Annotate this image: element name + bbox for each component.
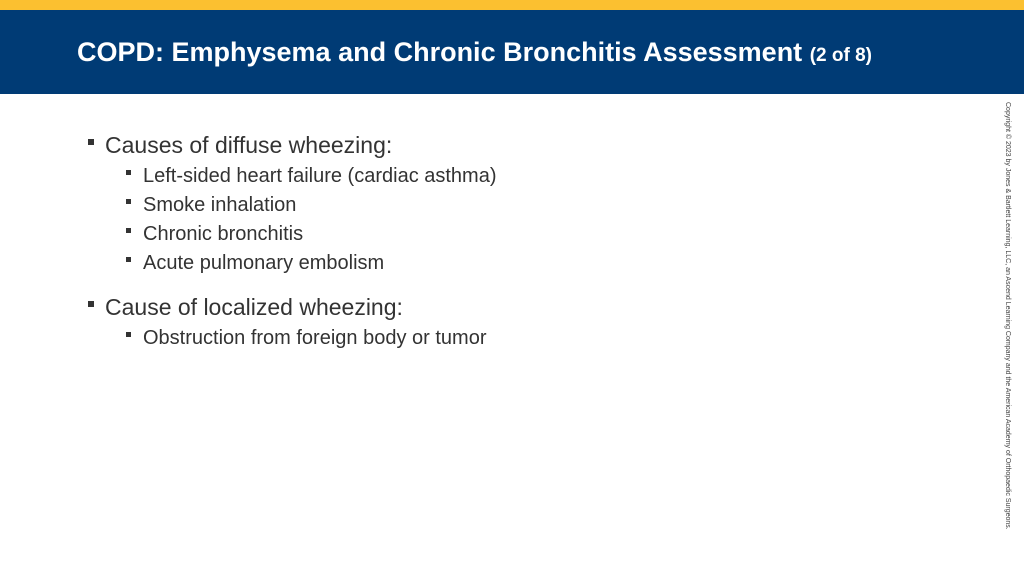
- bullet-item: [86, 130, 966, 160]
- sub-bullet-item: [124, 249, 966, 278]
- square-bullet-icon: [126, 170, 131, 175]
- sub-bullet-item: [124, 191, 966, 220]
- square-bullet-icon: [88, 301, 94, 307]
- sub-bullet-text: Obstruction from foreign body or tumor: [143, 327, 487, 349]
- sub-bullet-text: Acute pulmonary embolism: [143, 252, 385, 274]
- sub-bullet-item: [124, 324, 966, 353]
- copyright-notice: Copyright © 2023 by Jones & Bartlett Learning, LLC, an Ascend Learning Company and the American Academy of Orthopaedic Surgeons.: [1004, 102, 1011, 530]
- bullet-group-localized: [86, 292, 966, 353]
- bullet-group-diffuse: [86, 130, 966, 278]
- sub-bullet-item: [124, 162, 966, 191]
- sub-bullet-text: Smoke inhalation: [143, 194, 297, 216]
- bullet-text: Cause of localized wheezing:: [105, 294, 403, 320]
- square-bullet-icon: [126, 199, 131, 204]
- bullet-item: [86, 292, 966, 322]
- bullet-text: Causes of diffuse wheezing:: [105, 132, 393, 158]
- slide-counter: (2 of 8): [809, 45, 872, 66]
- square-bullet-icon: [126, 228, 131, 233]
- slide-title: [77, 35, 872, 73]
- sub-bullet-text: Left-sided heart failure (cardiac asthma): [143, 165, 497, 187]
- sub-bullet-list: [86, 162, 966, 278]
- top-accent-stripe: [0, 0, 1024, 10]
- slide-title-text: COPD: Emphysema and Chronic Bronchitis Assessment: [77, 37, 803, 67]
- sub-bullet-item: [124, 220, 966, 249]
- sub-bullet-text: Chronic bronchitis: [143, 223, 304, 245]
- square-bullet-icon: [126, 257, 131, 262]
- square-bullet-icon: [126, 332, 131, 337]
- sub-bullet-list: [86, 324, 966, 353]
- bullet-content: [86, 130, 966, 367]
- square-bullet-icon: [88, 139, 94, 145]
